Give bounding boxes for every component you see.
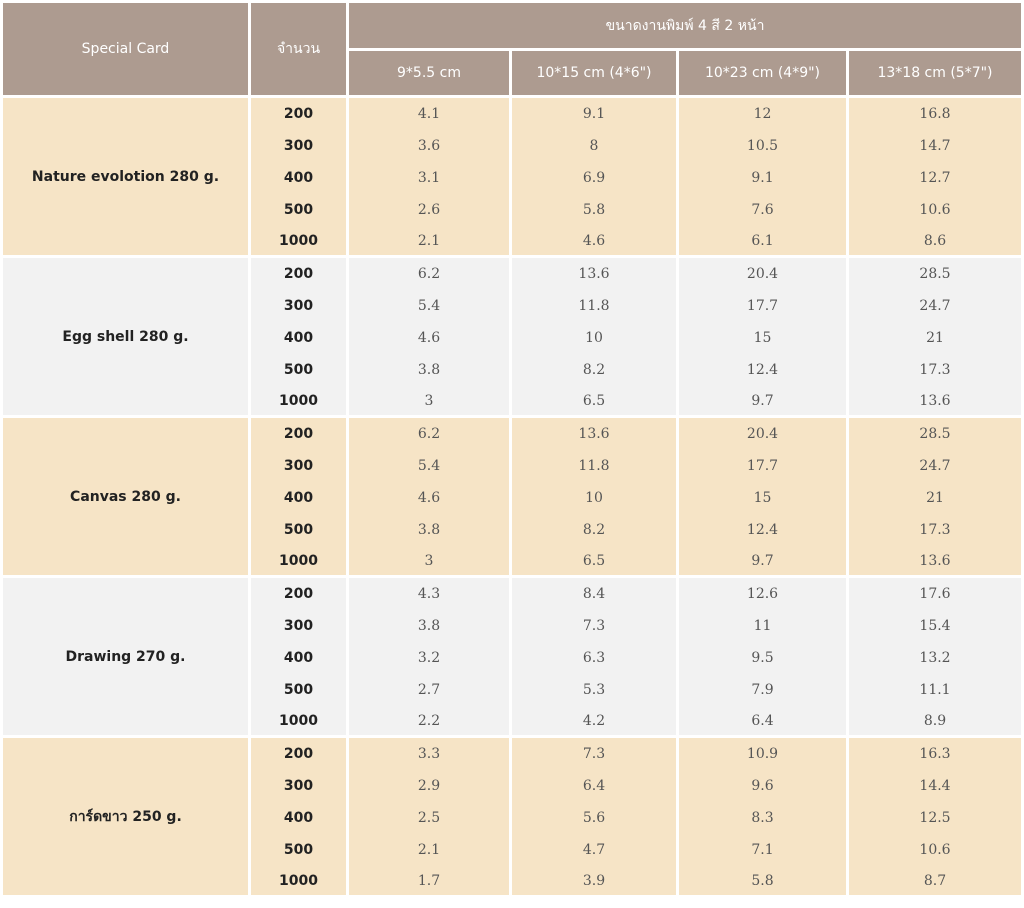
size-column-header: 10*15 cm (4*6") <box>512 51 679 98</box>
price-cell: 8.6 <box>849 226 1021 258</box>
price-cell: 3.6 <box>349 130 512 162</box>
quantity-cell: 400 <box>251 162 349 194</box>
price-cell: 5.4 <box>349 450 512 482</box>
quantity-cell: 1000 <box>251 706 349 738</box>
price-cell: 15.4 <box>849 610 1021 642</box>
price-cell: 4.6 <box>349 322 512 354</box>
price-cell: 9.7 <box>679 546 849 578</box>
price-cell: 9.1 <box>512 98 679 130</box>
price-cell: 3.8 <box>349 354 512 386</box>
price-cell: 17.7 <box>679 290 849 322</box>
price-cell: 13.6 <box>849 546 1021 578</box>
price-cell: 4.1 <box>349 98 512 130</box>
paper-group <box>3 418 1021 578</box>
price-cell: 6.9 <box>512 162 679 194</box>
price-cell: 5.8 <box>679 866 849 898</box>
price-cell: 10.6 <box>849 834 1021 866</box>
price-cell: 2.1 <box>349 226 512 258</box>
price-cell: 7.3 <box>512 610 679 642</box>
price-cell: 7.9 <box>679 674 849 706</box>
price-cell: 17.7 <box>679 450 849 482</box>
price-cell: 24.7 <box>849 290 1021 322</box>
quantity-cell: 300 <box>251 130 349 162</box>
quantity-cell: 200 <box>251 258 349 290</box>
price-cell: 8.9 <box>849 706 1021 738</box>
price-cell: 6.2 <box>349 418 512 450</box>
price-cell: 17.3 <box>849 354 1021 386</box>
price-cell: 2.1 <box>349 834 512 866</box>
quantity-column-header: จำนวน <box>251 3 349 98</box>
quantity-cell: 1000 <box>251 546 349 578</box>
price-cell: 4.3 <box>349 578 512 610</box>
price-cell: 6.4 <box>679 706 849 738</box>
quantity-cell: 400 <box>251 322 349 354</box>
quantity-cell: 1000 <box>251 866 349 898</box>
quantity-cell: 1000 <box>251 386 349 418</box>
price-cell: 5.4 <box>349 290 512 322</box>
price-cell: 7.1 <box>679 834 849 866</box>
price-cell: 4.6 <box>349 482 512 514</box>
price-cell: 6.4 <box>512 770 679 802</box>
quantity-cell: 300 <box>251 450 349 482</box>
product-column-header: Special Card <box>3 3 251 98</box>
paper-type-cell: Canvas 280 g. <box>3 418 251 578</box>
price-cell: 7.6 <box>679 194 849 226</box>
price-cell: 9.5 <box>679 642 849 674</box>
paper-type-cell: Egg shell 280 g. <box>3 258 251 418</box>
price-cell: 4.7 <box>512 834 679 866</box>
price-cell: 9.1 <box>679 162 849 194</box>
price-cell: 12.4 <box>679 354 849 386</box>
price-cell: 13.6 <box>849 386 1021 418</box>
price-cell: 9.7 <box>679 386 849 418</box>
price-cell: 20.4 <box>679 258 849 290</box>
price-cell: 11.1 <box>849 674 1021 706</box>
quantity-cell: 1000 <box>251 226 349 258</box>
price-cell: 16.3 <box>849 738 1021 770</box>
paper-type-cell: การ์ดขาว 250 g. <box>3 738 251 898</box>
price-cell: 28.5 <box>849 258 1021 290</box>
price-cell: 3 <box>349 546 512 578</box>
price-cell: 12.7 <box>849 162 1021 194</box>
price-cell: 3.1 <box>349 162 512 194</box>
paper-group <box>3 738 1021 898</box>
quantity-cell: 200 <box>251 738 349 770</box>
price-cell: 14.7 <box>849 130 1021 162</box>
price-cell: 8.3 <box>679 802 849 834</box>
price-cell: 5.3 <box>512 674 679 706</box>
price-cell: 16.8 <box>849 98 1021 130</box>
price-cell: 13.6 <box>512 418 679 450</box>
price-cell: 20.4 <box>679 418 849 450</box>
price-cell: 3.2 <box>349 642 512 674</box>
quantity-cell: 400 <box>251 482 349 514</box>
price-cell: 12.6 <box>679 578 849 610</box>
price-cell: 3.8 <box>349 610 512 642</box>
price-cell: 6.5 <box>512 546 679 578</box>
price-cell: 11.8 <box>512 450 679 482</box>
quantity-cell: 300 <box>251 770 349 802</box>
table-header <box>3 3 1021 98</box>
price-cell: 17.3 <box>849 514 1021 546</box>
price-cell: 10.9 <box>679 738 849 770</box>
paper-group <box>3 578 1021 738</box>
paper-type-cell: Nature evolotion 280 g. <box>3 98 251 258</box>
price-cell: 21 <box>849 322 1021 354</box>
price-cell: 6.3 <box>512 642 679 674</box>
table-row <box>3 418 1021 450</box>
size-column-header: 10*23 cm (4*9") <box>679 51 849 98</box>
price-cell: 3.8 <box>349 514 512 546</box>
price-cell: 14.4 <box>849 770 1021 802</box>
price-table <box>3 3 1021 898</box>
paper-group <box>3 258 1021 418</box>
table-row <box>3 258 1021 290</box>
price-cell: 10 <box>512 322 679 354</box>
quantity-cell: 300 <box>251 290 349 322</box>
quantity-cell: 500 <box>251 834 349 866</box>
price-cell: 11 <box>679 610 849 642</box>
price-cell: 15 <box>679 322 849 354</box>
price-cell: 10.5 <box>679 130 849 162</box>
price-cell: 8.4 <box>512 578 679 610</box>
price-cell: 6.2 <box>349 258 512 290</box>
quantity-cell: 200 <box>251 98 349 130</box>
price-cell: 3.3 <box>349 738 512 770</box>
quantity-cell: 300 <box>251 610 349 642</box>
price-cell: 8.2 <box>512 514 679 546</box>
price-cell: 6.1 <box>679 226 849 258</box>
price-cell: 8 <box>512 130 679 162</box>
price-cell: 28.5 <box>849 418 1021 450</box>
price-cell: 11.8 <box>512 290 679 322</box>
paper-type-cell: Drawing 270 g. <box>3 578 251 738</box>
price-cell: 3.9 <box>512 866 679 898</box>
quantity-cell: 400 <box>251 642 349 674</box>
price-cell: 17.6 <box>849 578 1021 610</box>
print-size-group-header: ขนาดงานพิมพ์ 4 สี 2 หน้า <box>349 3 1021 51</box>
price-cell: 12 <box>679 98 849 130</box>
size-column-header: 9*5.5 cm <box>349 51 512 98</box>
quantity-cell: 500 <box>251 354 349 386</box>
price-cell: 6.5 <box>512 386 679 418</box>
price-cell: 12.5 <box>849 802 1021 834</box>
price-cell: 2.9 <box>349 770 512 802</box>
price-cell: 2.7 <box>349 674 512 706</box>
price-cell: 10.6 <box>849 194 1021 226</box>
quantity-cell: 500 <box>251 514 349 546</box>
table-row <box>3 738 1021 770</box>
quantity-cell: 200 <box>251 578 349 610</box>
size-column-header: 13*18 cm (5*7") <box>849 51 1021 98</box>
price-cell: 10 <box>512 482 679 514</box>
price-cell: 2.2 <box>349 706 512 738</box>
table-row <box>3 98 1021 130</box>
quantity-cell: 500 <box>251 194 349 226</box>
table-row <box>3 578 1021 610</box>
price-cell: 15 <box>679 482 849 514</box>
price-cell: 24.7 <box>849 450 1021 482</box>
price-cell: 2.5 <box>349 802 512 834</box>
price-cell: 7.3 <box>512 738 679 770</box>
price-cell: 5.6 <box>512 802 679 834</box>
price-cell: 21 <box>849 482 1021 514</box>
quantity-cell: 400 <box>251 802 349 834</box>
price-cell: 2.6 <box>349 194 512 226</box>
price-cell: 4.2 <box>512 706 679 738</box>
paper-group <box>3 98 1021 258</box>
price-cell: 9.6 <box>679 770 849 802</box>
price-cell: 13.2 <box>849 642 1021 674</box>
price-cell: 1.7 <box>349 866 512 898</box>
price-cell: 8.2 <box>512 354 679 386</box>
price-cell: 3 <box>349 386 512 418</box>
price-cell: 12.4 <box>679 514 849 546</box>
price-cell: 5.8 <box>512 194 679 226</box>
price-cell: 13.6 <box>512 258 679 290</box>
quantity-cell: 500 <box>251 674 349 706</box>
price-cell: 8.7 <box>849 866 1021 898</box>
quantity-cell: 200 <box>251 418 349 450</box>
price-cell: 4.6 <box>512 226 679 258</box>
